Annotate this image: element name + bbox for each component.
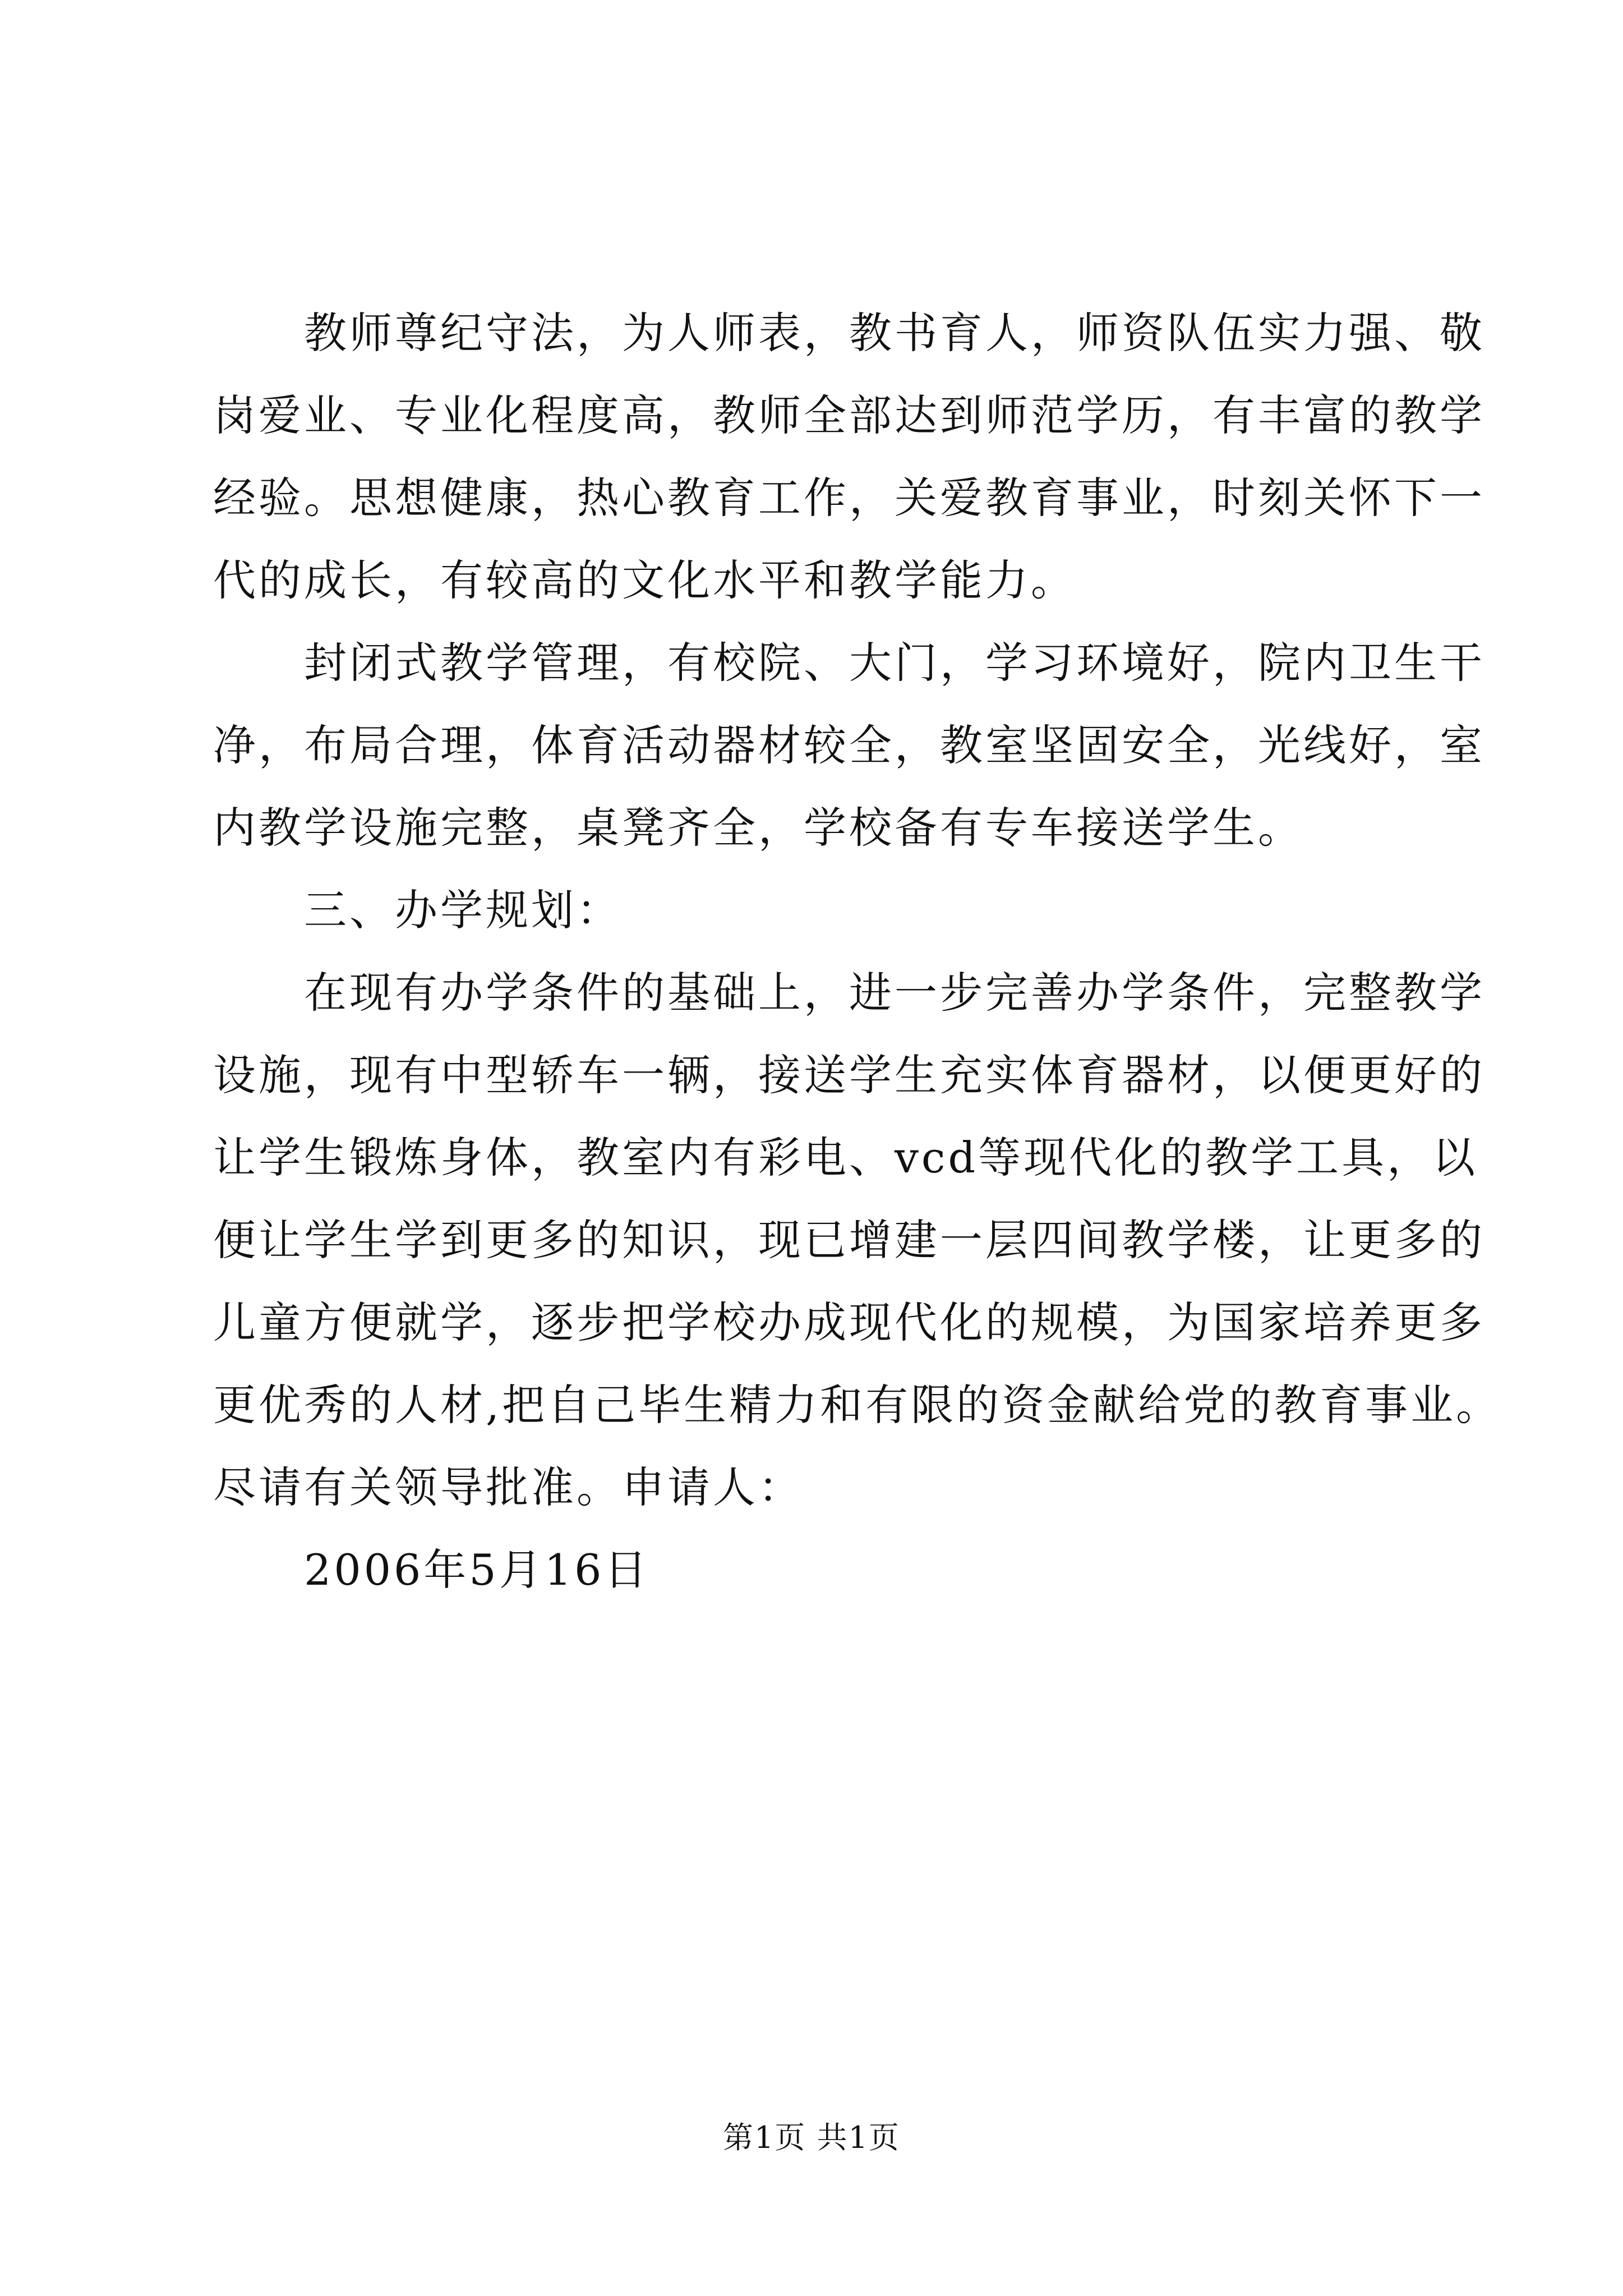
text-line: 在现有办学条件的基础上，进一步完善办学条件，完整教学 <box>213 968 1485 1018</box>
text-line: 设施，现有中型轿车一辆，接送学生充实体育器材，以便更好的 <box>213 1050 1485 1100</box>
text-line: 让学生锻炼身体，教室内有彩电、vcd等现代化的教学工具，以 <box>213 1133 1478 1182</box>
text-line: 儿童方便就学，逐步把学校办成现代化的规模，为国家培养更多 <box>213 1297 1485 1347</box>
text-line: 经验。思想健康，热心教育工作，关爱教育事业，时刻关怀下一 <box>213 473 1485 523</box>
text-line: 更优秀的人材,把自己毕生精力和有限的资金献给党的教育事业。 <box>213 1380 1502 1430</box>
text-line: 代的成长，有较高的文化水平和教学能力。 <box>213 555 1076 605</box>
text-line: 尽请有关领导批准。申请人： <box>213 1462 804 1512</box>
document-body <box>213 292 1502 1611</box>
text-line: 岗爱业、专业化程度高，教师全部达到师范学历，有丰富的教学 <box>213 390 1485 440</box>
text-line: 净，布局合理，体育活动器材较全，教室坚固安全，光线好，室 <box>213 720 1485 770</box>
text-line: 封闭式教学管理，有校院、大门，学习环境好，院内卫生干 <box>213 638 1485 688</box>
text-line: 便让学生学到更多的知识，现已增建一层四间教学楼，让更多的 <box>213 1215 1485 1265</box>
date-line: 2006年5月16日 <box>213 1545 650 1595</box>
text-line: 内教学设施完整，桌凳齐全，学校备有专车接送学生。 <box>213 803 1303 853</box>
page-footer: 第1页 共1页 <box>723 2120 900 2155</box>
section-heading: 三、办学规划： <box>213 885 622 935</box>
text-line: 教师尊纪守法，为人师表，教书育人，师资队伍实力强、敬 <box>213 308 1485 358</box>
